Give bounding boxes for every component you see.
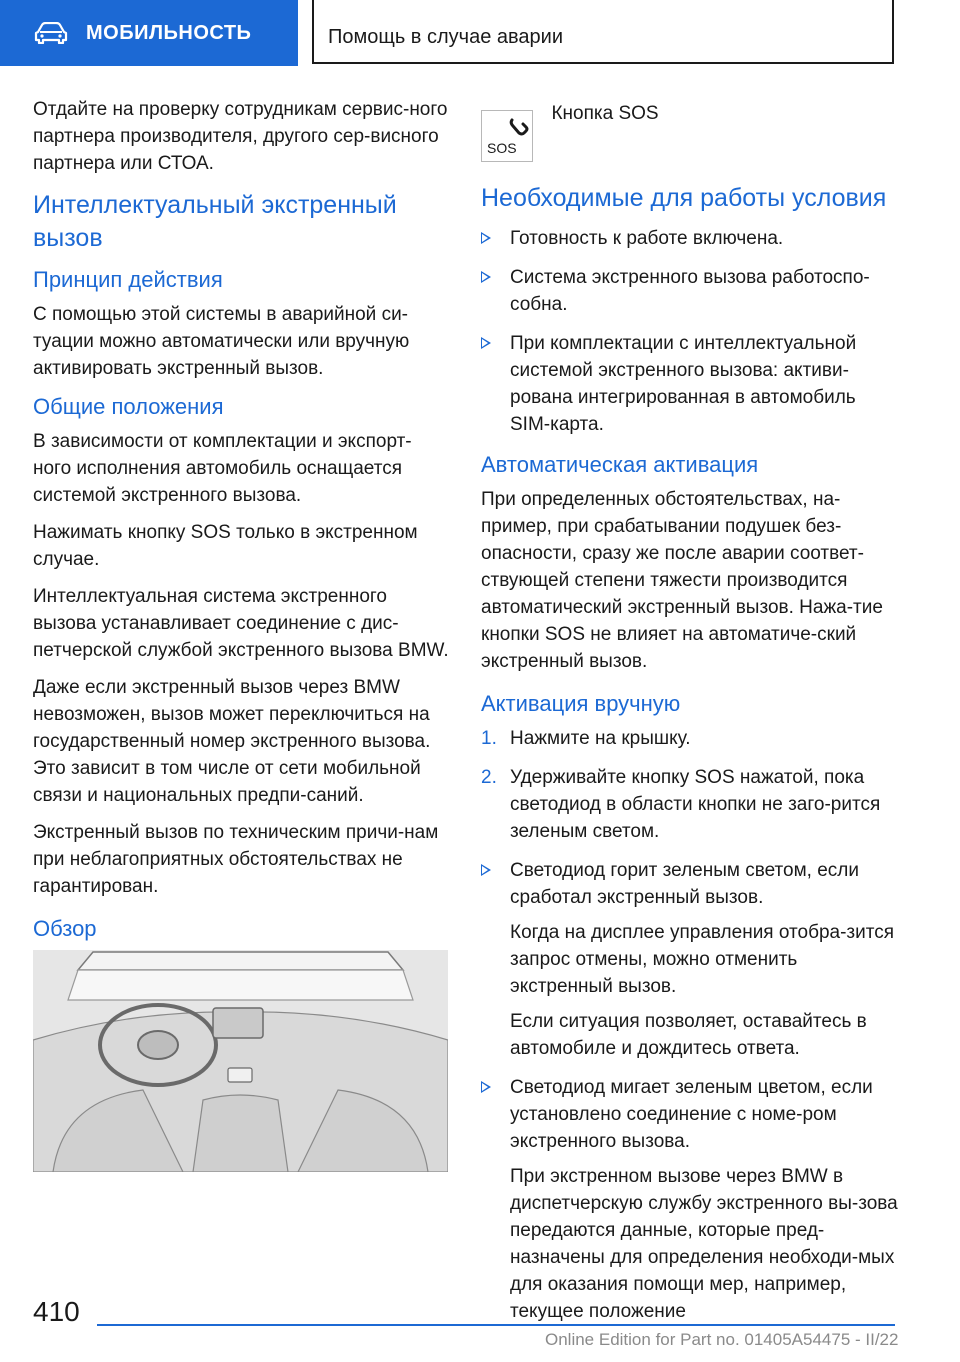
result-note: Когда на дисплее управления отобра-зится запрос отмены, можно отменить экстренный вызов. (510, 922, 895, 997)
general-paragraph-3: Интеллектуальная система экстренного вызова устанавливает соединение с дис-петчерской службой экстренного вызова BMW. (33, 586, 449, 661)
footer-divider (97, 1324, 895, 1326)
section-tab (0, 0, 298, 66)
heading-conditions: Необходимые для работы условия (481, 184, 887, 212)
intro-paragraph: Отдайте на проверку сотрудникам сервис-ного партнера производителя, другого сер-висного партнера или СТОА. (33, 99, 448, 174)
heading-automatic-activation: Автоматическая активация (481, 452, 759, 477)
bullet-triangle-icon (481, 271, 491, 283)
bullet-triangle-icon (481, 232, 491, 244)
heading-principle: Принцип действия (33, 267, 223, 292)
page-number: 410 (33, 1296, 80, 1327)
car-icon (34, 22, 68, 44)
heading-manual-activation: Активация вручную (481, 691, 681, 716)
general-paragraph-2: Нажимать кнопку SOS только в экстренном случае. (33, 522, 418, 570)
manual-steps-list (481, 725, 901, 1325)
result-note: Если ситуация позволяет, оставайтесь в автомобиле и дождитесь ответа. (510, 1011, 867, 1059)
section-label: МОБИЛЬНОСТЬ (86, 22, 252, 44)
chapter-title: Помощь в случае аварии (328, 26, 563, 48)
principle-paragraph: С помощью этой системы в аварийной си-туации можно автоматически или вручную активировать экстренный вызов. (33, 304, 410, 379)
list-item: Готовность к работе включена. (481, 225, 901, 252)
bullet-triangle-icon (481, 864, 491, 876)
step-item: 1. Нажмите на крышку. (481, 728, 691, 749)
list-item: При комплектации с интеллектуальной системой экстренного вызова: активи-рована интегрированная в автомобиль SIM-карта. (481, 330, 901, 438)
automatic-activation-paragraph: При определенных обстоятельствах, на-пример, при срабатывании подушек без-опасности, сразу же после аварии соответ-ствующей степени тяжести производится автоматический экстренный вызов. Нажа-тие кнопки SOS не влияет на автоматиче-ский экстренный вызов. (481, 489, 883, 672)
chapter-header (312, 0, 894, 64)
result-note: При экстренном вызове через BMW в диспетчерскую службу экстренного вы-зова передаются данные, которые пред-назначены для определения необходи-мых для оказания помощи мер, например, текущее положение (510, 1166, 898, 1322)
general-paragraph-4: Даже если экстренный вызов через BMW невозможен, вызов может переключиться на государственный номер экстренного вызова. Это зависит в том числе от сети мобильной связи и национальных предпи-саний. (33, 677, 431, 806)
edition-note: Online Edition for Part no. 01405A54475 - II/22 (545, 1330, 899, 1349)
svg-text:SOS: SOS (487, 140, 517, 156)
result-item: Светодиод мигает зеленым цветом, если установлено соединение с номе-ром экстренного вызова. При экстренном вызове через BMW в диспетчерскую службу экстренного вы-зова передаются данные, которые пред-назначены для определения необходи-мых для оказания помощи мер, например, текущее положение (481, 1074, 901, 1325)
general-paragraph-1: В зависимости от комплектации и экспорт-ного исполнения автомобиль оснащается системой экстренного вызова. (33, 431, 412, 506)
bullet-triangle-icon (481, 1081, 491, 1093)
heading-general: Общие положения (33, 394, 224, 419)
sos-button-legend (481, 96, 901, 162)
cockpit-overview-image (33, 950, 448, 1172)
general-paragraph-5: Экстренный вызов по техническим причи-нам при неблагоприятных обстоятельствах не гарантирован. (33, 822, 439, 897)
heading-intelligent-emergency-call: Интеллектуальный экстренный вызов (33, 191, 397, 252)
left-column (33, 96, 449, 1172)
sos-button-icon (481, 110, 533, 162)
result-item: Светодиод горит зеленым светом, если сработал экстренный вызов. Когда на дисплее управления отобра-зится запрос отмены, можно отменить экстренный вызов. Если ситуация позволяет, оставайтесь в автомобиле и дождитесь ответа. (481, 857, 901, 1062)
right-column (481, 96, 901, 1337)
sos-button-label: Кнопка SOS (551, 103, 659, 124)
list-item: Система экстренного вызова работоспо-собна. (481, 264, 901, 318)
step-item: 2. Удерживайте кнопку SOS нажатой, пока светодиод в области кнопки не заго-рится зеленым светом. (481, 767, 881, 842)
heading-overview: Обзор (33, 916, 97, 941)
conditions-list (481, 225, 901, 438)
bullet-triangle-icon (481, 337, 491, 349)
